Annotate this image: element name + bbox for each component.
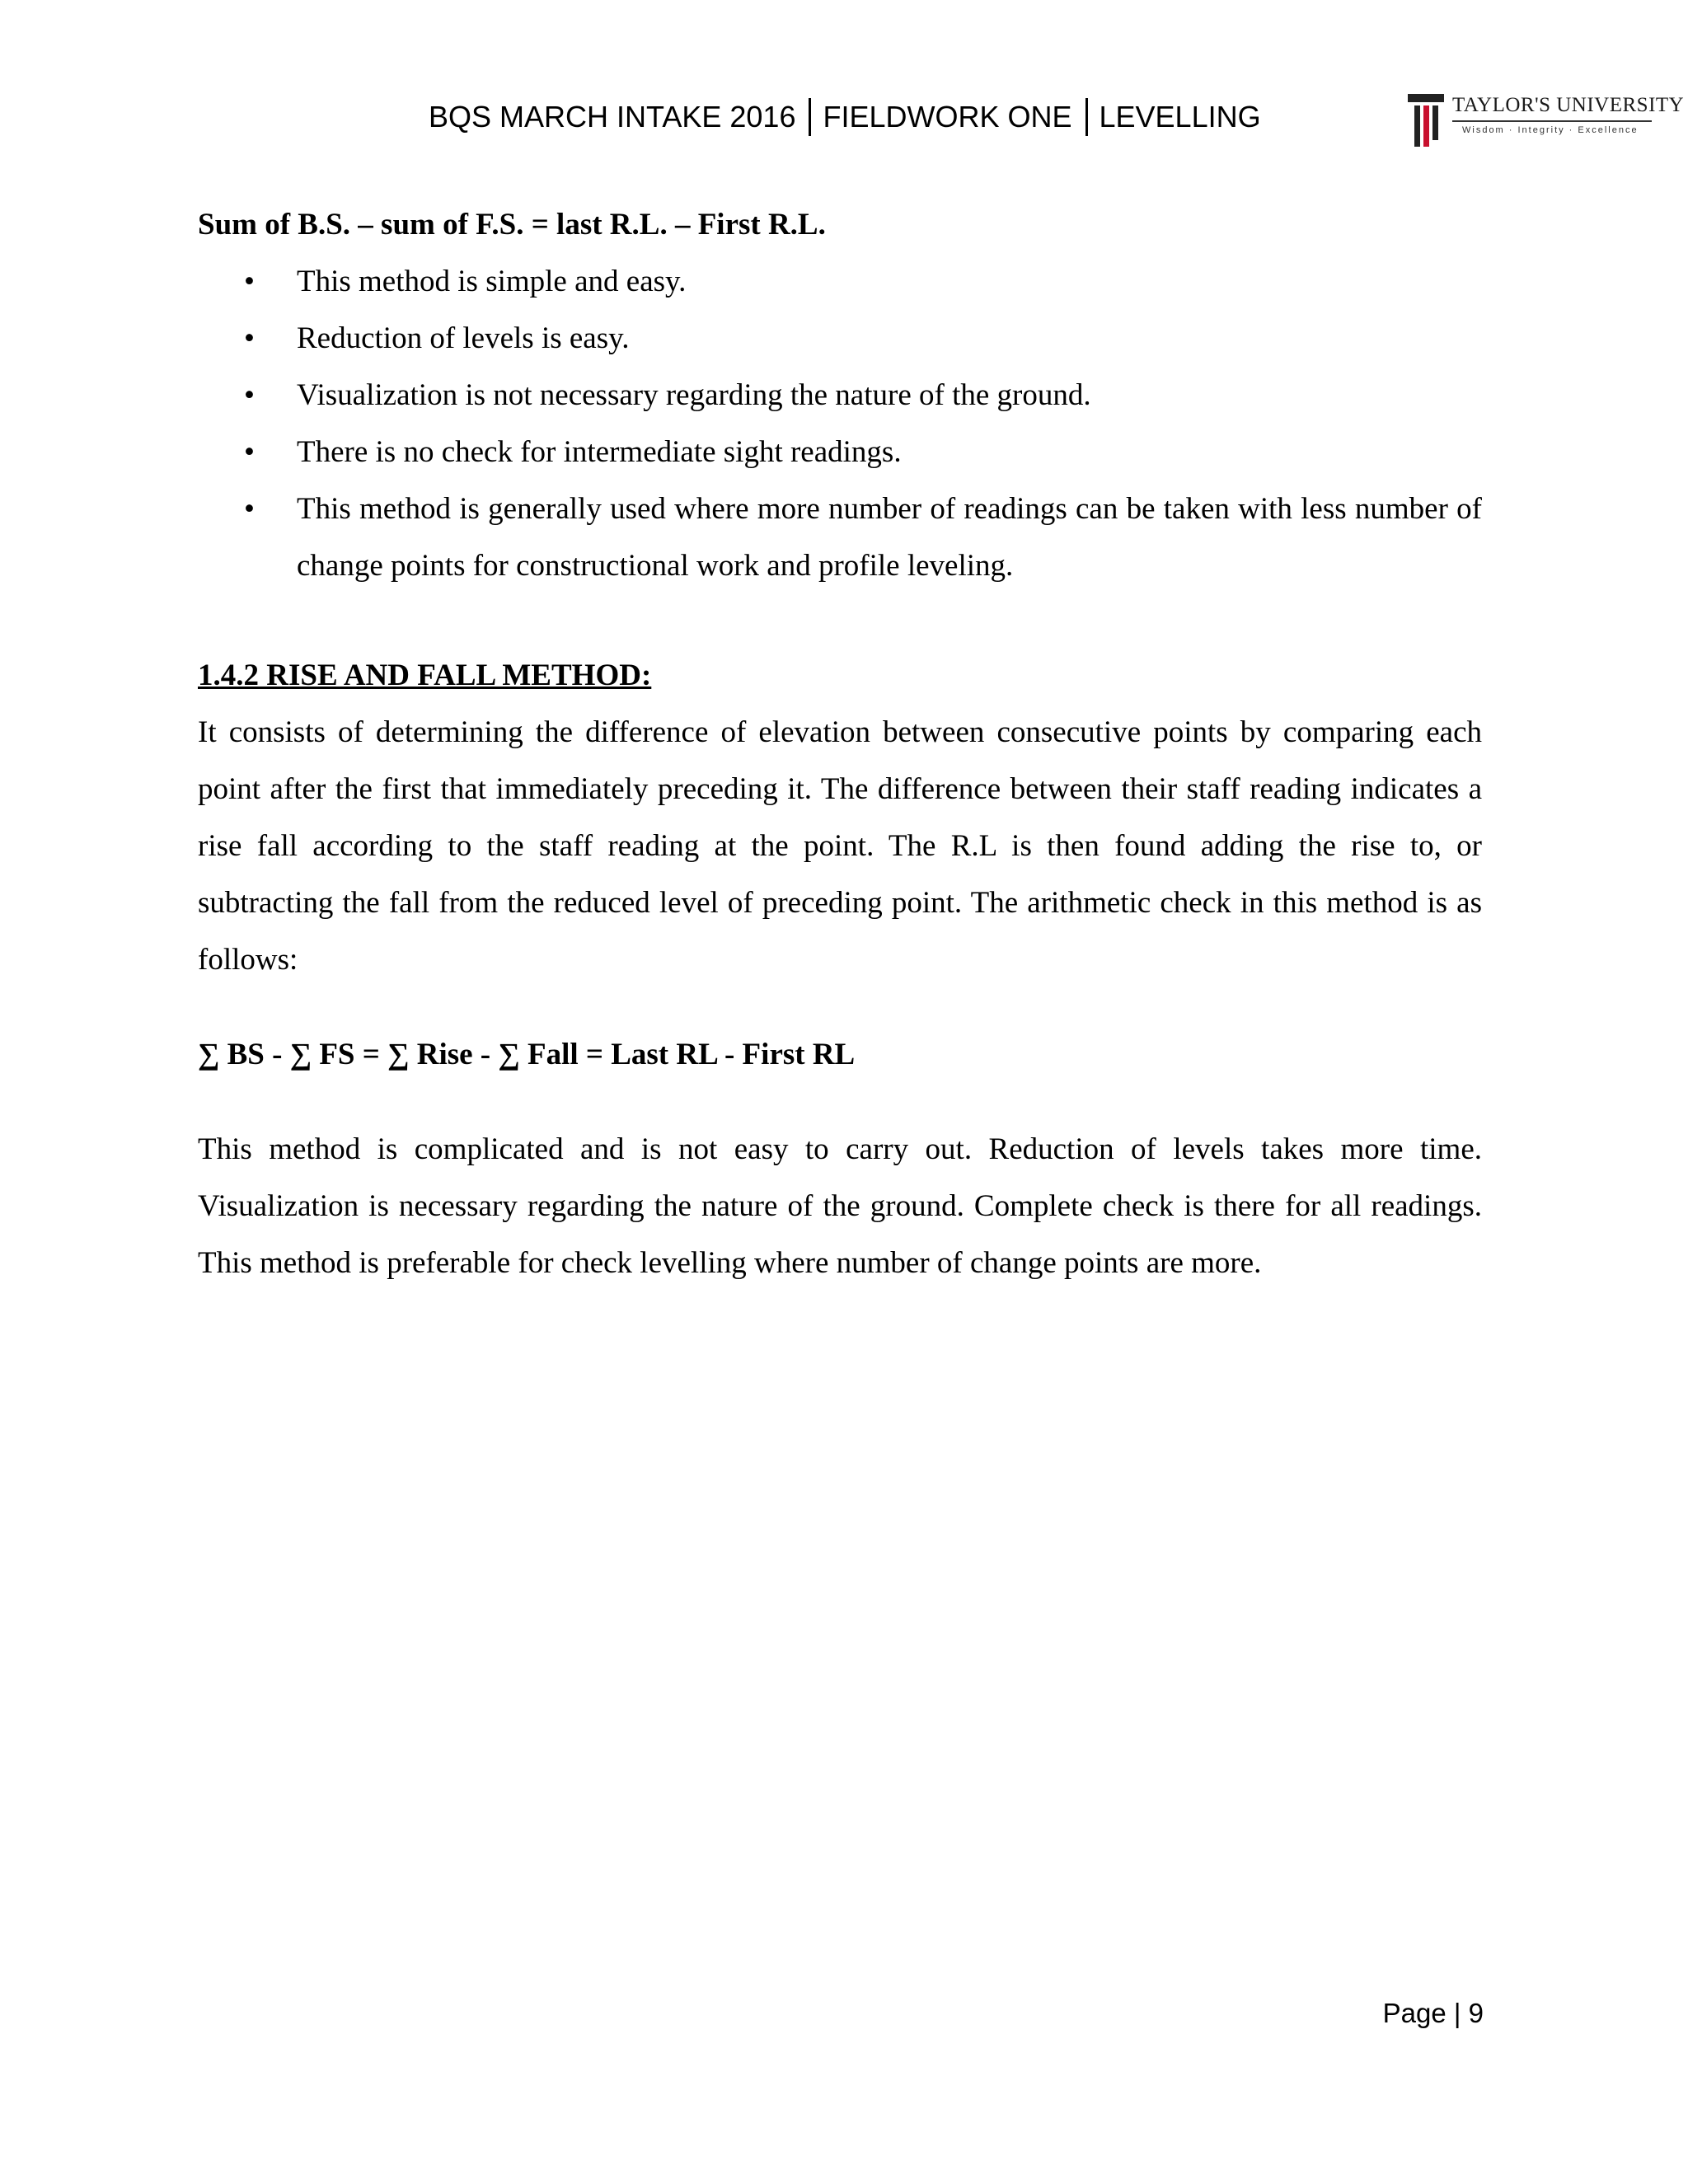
university-logo xyxy=(1408,94,1685,147)
method-characteristics-list xyxy=(198,253,1482,594)
bullet-icon: • xyxy=(244,378,255,412)
list-item-text: This method is generally used where more number of readings can be taken with less number of change points for constructional work and profile leveling. xyxy=(297,492,1482,583)
list-item-text: This method is simple and easy. xyxy=(297,265,687,298)
rise-fall-description: It consists of determining the difference of elevation between consecutive points by comparing each point after the first that immediately preceding it. The difference between their staff reading indicates a rise fall according to the staff reading at the point. The R.L is then found adding the rise to, or subtracting the fall from the reduced level of preceding point. The arithmetic check in this method is as follows: xyxy=(198,715,1482,977)
page-number: Page | 9 xyxy=(1382,1998,1484,2028)
rise-fall-evaluation: This method is complicated and is not easy to carry out. Reduction of levels takes more time. Visualization is necessary regarding the nature of the ground. Complete check is there for all readings. This method is preferable for check levelling where number of change points are more. xyxy=(198,1132,1482,1280)
list-item xyxy=(198,310,1482,367)
list-item xyxy=(198,424,1482,480)
taylors-university-logo-icon xyxy=(1408,94,1444,147)
document-body xyxy=(198,196,1482,1291)
line-method-check-formula: Sum of B.S. – sum of F.S. = last R.L. – First R.L. xyxy=(198,208,826,241)
list-item-text: Visualization is not necessary regarding the nature of the ground. xyxy=(297,378,1091,412)
header-topic: LEVELLING xyxy=(1099,100,1261,134)
header-separator xyxy=(1085,98,1088,136)
header-fieldwork: FIELDWORK ONE xyxy=(823,100,1072,134)
bullet-icon: • xyxy=(244,265,255,298)
list-item xyxy=(198,480,1482,594)
section-heading: 1.4.2 RISE AND FALL METHOD: xyxy=(198,658,652,692)
list-item xyxy=(198,367,1482,424)
arithmetic-check-formula: ∑ BS - ∑ FS = ∑ Rise - ∑ Fall = Last RL - First RL xyxy=(198,1038,856,1071)
logo-tagline: Wisdom · Integrity · Excellence xyxy=(1462,125,1639,135)
logo-name: TAYLOR'S UNIVERSITY xyxy=(1452,94,1685,116)
list-item xyxy=(198,253,1482,310)
logo-divider xyxy=(1452,120,1652,122)
bullet-icon: • xyxy=(244,492,255,526)
list-item-text: There is no check for intermediate sight readings. xyxy=(297,435,902,469)
header-course: BQS MARCH INTAKE 2016 xyxy=(429,100,796,134)
header-separator xyxy=(809,98,811,136)
header-title xyxy=(429,92,1261,142)
bullet-icon: • xyxy=(244,435,255,469)
bullet-icon: • xyxy=(244,321,255,355)
list-item-text: Reduction of levels is easy. xyxy=(297,321,630,355)
